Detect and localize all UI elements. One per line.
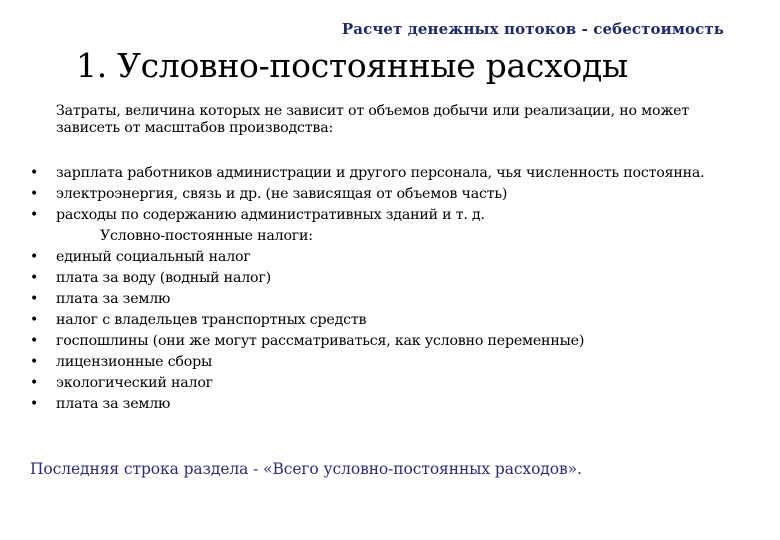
- section-header: Расчет денежных потоков - себестоимость: [341, 20, 724, 38]
- list-item: [30, 310, 750, 331]
- list-item-text: • экологический налог: [56, 375, 213, 392]
- list-item: [30, 289, 750, 310]
- list-item: [30, 184, 750, 205]
- list-item-text: • электроэнергия, связь и др. (не зависящая от объемов часть): [56, 186, 508, 202]
- list-item: [30, 331, 750, 352]
- list-item-text: • госпошлины (они же могут рассматриваться, как условно переменные): [56, 333, 585, 350]
- intro-paragraph: Затраты, величина которых не зависит от объемов добычи или реализации, но может зависеть от масштабов производства:: [56, 103, 690, 136]
- list-item-text: • лицензионные сборы: [56, 354, 213, 371]
- list-item-text: • плата за землю: [56, 396, 171, 413]
- taxes-subheading: Условно-постоянные налоги:: [100, 228, 313, 244]
- list-item-text: • налог с владельцев транспортных средств: [56, 312, 367, 329]
- list-item: [30, 373, 750, 394]
- list-item: [30, 247, 750, 268]
- list-item-text: • плата за землю: [56, 291, 171, 308]
- list-item-text: • плата за воду (водный налог): [56, 270, 271, 287]
- list-item: [30, 394, 750, 415]
- list-item-text: • единый социальный налог: [56, 249, 251, 266]
- list-item: [30, 352, 750, 373]
- list-item-text: • зарплата работников администрации и другого персонала, чья численность постоянна.: [56, 165, 705, 181]
- slide-title: 1. Условно-постоянные расходы: [76, 46, 628, 85]
- list-item: [30, 205, 750, 226]
- bullet-list: [30, 163, 750, 415]
- list-item: [30, 268, 750, 289]
- list-item: [30, 163, 750, 184]
- list-item-text: • расходы по содержанию административных зданий и т. д.: [56, 207, 485, 223]
- footer-note: Последняя строка раздела - «Всего условно-постоянных расходов».: [30, 460, 582, 478]
